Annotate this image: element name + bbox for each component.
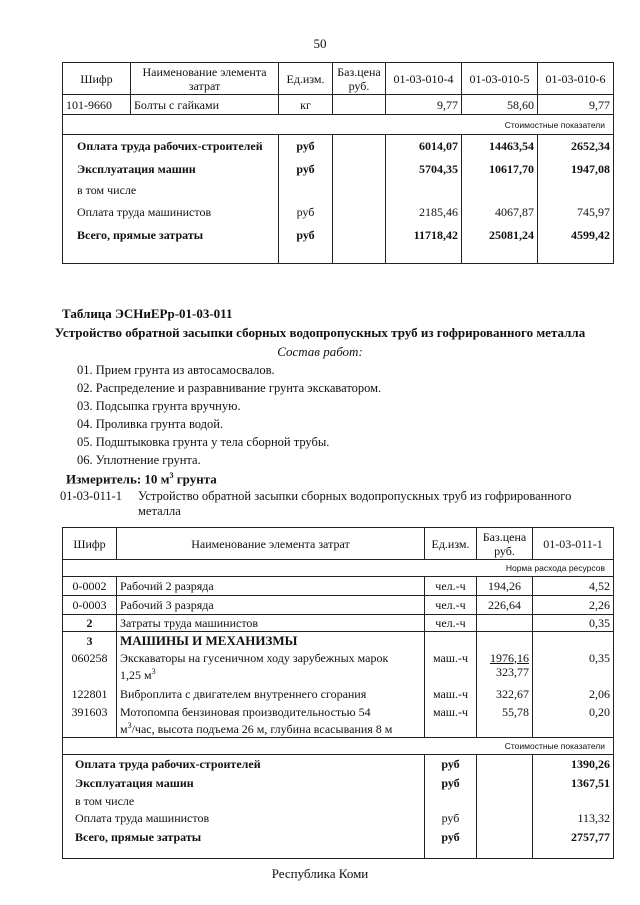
cell-value: 745,97 <box>538 200 614 224</box>
header-unit: Ед.изм. <box>279 63 333 95</box>
cell-unit: руб <box>279 158 333 180</box>
cell-value: 10617,70 <box>462 158 538 180</box>
cell-value: 25081,24 <box>462 224 538 246</box>
cell-code: 060258 <box>63 650 117 684</box>
cell-base: 1976,16 323,77 <box>477 650 533 684</box>
composition-label: Состав работ: <box>277 344 363 359</box>
cell-unit: чел.-ч <box>425 596 477 615</box>
cell-unit: руб <box>279 224 333 246</box>
cell-code: 3 <box>63 632 117 650</box>
cell-unit: чел.-ч <box>425 577 477 596</box>
cell-value: 9,77 <box>538 95 614 115</box>
cell-name: Эксплуатация машин <box>63 158 279 180</box>
cell-unit: руб <box>279 200 333 224</box>
table-row <box>63 95 614 115</box>
cell-name: в том числе <box>63 180 279 200</box>
cell-value: 9,77 <box>386 95 462 115</box>
cost-label: Стоимостные показатели <box>63 115 614 135</box>
header-base: Баз.цена руб. <box>333 63 386 95</box>
cell-value: 113,32 <box>533 809 614 827</box>
footer-region: Республика Коми <box>271 866 369 881</box>
cell-unit: чел.-ч <box>425 615 477 632</box>
table-row <box>63 809 614 827</box>
cell-value: 14463,54 <box>462 135 538 158</box>
header-col: 01-03-010-4 <box>386 63 462 95</box>
cell-base: 55,78 <box>477 704 533 738</box>
cell-value: 58,60 <box>462 95 538 115</box>
cell-name: Оплата труда рабочих-строителей <box>63 135 279 158</box>
cell-value: 4067,87 <box>462 200 538 224</box>
cell-code: 122801 <box>63 684 117 704</box>
cell-unit: руб <box>425 754 477 773</box>
cell-unit: маш.-ч <box>425 704 477 738</box>
table-row <box>63 200 614 224</box>
cell-value: 2757,77 <box>533 827 614 846</box>
cell-value: 5704,35 <box>386 158 462 180</box>
work-item: 02. Распределение и разравнивание грунта экскаватором. <box>77 381 382 395</box>
item-text-cont: металла <box>138 504 181 518</box>
cell-code: 2 <box>63 615 117 632</box>
cell-name: Всего, прямые затраты <box>63 827 425 846</box>
cell-value: 0,35 <box>533 615 614 632</box>
cell-base <box>477 615 533 632</box>
item-text: Устройство обратной засыпки сборных водопропускных труб из гофрированного <box>138 489 572 503</box>
header-col: 01-03-010-6 <box>538 63 614 95</box>
cell-base: 194,26 <box>477 577 533 596</box>
header-base: Баз.цена руб. <box>477 528 533 560</box>
header-code: Шифр <box>63 528 117 560</box>
cell-name: Мотопомпа бензиновая производительностью 54 $м^3$/час, высота подъема 26 м, глубина всасывания 8 м <box>117 704 425 738</box>
cell-unit: маш.-ч <box>425 650 477 684</box>
cell-value: 2,06 <box>533 684 614 704</box>
cell-base <box>333 135 386 158</box>
table-row <box>63 180 614 200</box>
cell-unit: руб <box>425 827 477 846</box>
work-item: 01. Прием грунта из автосамосвалов. <box>77 363 275 377</box>
cell-base <box>333 95 386 115</box>
table-row <box>63 632 614 650</box>
table-title: Таблица ЭСНиЕРр-01-03-011 <box>62 306 233 321</box>
cell-value: 2,26 <box>533 596 614 615</box>
page-number: 50 <box>313 36 327 51</box>
header-code: Шифр <box>63 63 131 95</box>
norm-label: Норма расхода ресурсов <box>63 560 614 577</box>
cell-name: Рабочий 3 разряда <box>117 596 425 615</box>
cell-name: Затраты труда машинистов <box>117 615 425 632</box>
table-row <box>63 158 614 180</box>
cell-name: Экскаваторы на гусеничном ходу зарубежных марок 1,25 $м^3$ <box>117 650 425 684</box>
table-row <box>63 827 614 846</box>
header-col: 01-03-011-1 <box>533 528 614 560</box>
cell-name: Всего, прямые затраты <box>63 224 279 246</box>
table-row <box>63 704 614 738</box>
cell-unit: маш.-ч <box>425 684 477 704</box>
cell-unit: кг <box>279 95 333 115</box>
table-row <box>63 773 614 792</box>
cell-value: 1947,08 <box>538 158 614 180</box>
work-item: 06. Уплотнение грунта. <box>77 453 201 467</box>
cell-name: Болты с гайками <box>131 95 279 115</box>
cell-name: Оплата труда рабочих-строителей <box>63 754 425 773</box>
table-row <box>63 615 614 632</box>
meter-label: Измеритель: 10 $м^3$ грунта <box>66 471 217 487</box>
work-item: 04. Проливка грунта водой. <box>77 417 224 431</box>
cell-code: 391603 <box>63 704 117 738</box>
cell-unit: руб <box>279 135 333 158</box>
cell-name: Эксплуатация машин <box>63 773 425 792</box>
cell-base <box>333 158 386 180</box>
cell-value: 2185,46 <box>386 200 462 224</box>
table-row <box>63 135 614 158</box>
cell-name: Оплата труда машинистов <box>63 809 425 827</box>
cell-code: 0-0002 <box>63 577 117 596</box>
item-code: 01-03-011-1 <box>60 489 123 503</box>
table-row <box>63 650 614 684</box>
cell-unit: руб <box>425 809 477 827</box>
work-item: 05. Подштыковка грунта у тела сборной трубы. <box>77 435 330 449</box>
cell-name: Виброплита с двигателем внутреннего сгорания <box>117 684 425 704</box>
cost-table-2 <box>62 527 614 859</box>
cell-unit: руб <box>425 773 477 792</box>
machines-title: МАШИНЫ И МЕХАНИЗМЫ <box>117 632 425 650</box>
table-row <box>63 577 614 596</box>
cell-base: 226,64 <box>477 596 533 615</box>
header-col: 01-03-010-5 <box>462 63 538 95</box>
work-item: 03. Подсыпка грунта вручную. <box>77 399 241 413</box>
table-row <box>63 792 614 809</box>
cell-code: 101-9660 <box>63 95 131 115</box>
header-name: Наименование элемента затрат <box>131 63 279 95</box>
cell-value: 4,52 <box>533 577 614 596</box>
cell-value: 1367,51 <box>533 773 614 792</box>
cell-value: 1390,26 <box>533 754 614 773</box>
header-unit: Ед.изм. <box>425 528 477 560</box>
table-row <box>63 596 614 615</box>
cell-name: в том числе <box>63 792 425 809</box>
table-row <box>63 224 614 246</box>
table-subtitle: Устройство обратной засыпки сборных водопропускных труб из гофрированного металла <box>54 325 586 340</box>
cell-value: 2652,34 <box>538 135 614 158</box>
table-row <box>63 754 614 773</box>
cell-value: 11718,42 <box>386 224 462 246</box>
cost-table-1 <box>62 62 614 264</box>
cell-code: 0-0003 <box>63 596 117 615</box>
header-name: Наименование элемента затрат <box>117 528 425 560</box>
cost-label: Стоимостные показатели <box>63 737 614 754</box>
cell-base: 322,67 <box>477 684 533 704</box>
cell-name: Оплата труда машинистов <box>63 200 279 224</box>
table-row <box>63 684 614 704</box>
cell-value: 0,20 <box>533 704 614 738</box>
cell-name: Рабочий 2 разряда <box>117 577 425 596</box>
cell-value: 4599,42 <box>538 224 614 246</box>
cell-value: 6014,07 <box>386 135 462 158</box>
cell-value: 0,35 <box>533 650 614 684</box>
